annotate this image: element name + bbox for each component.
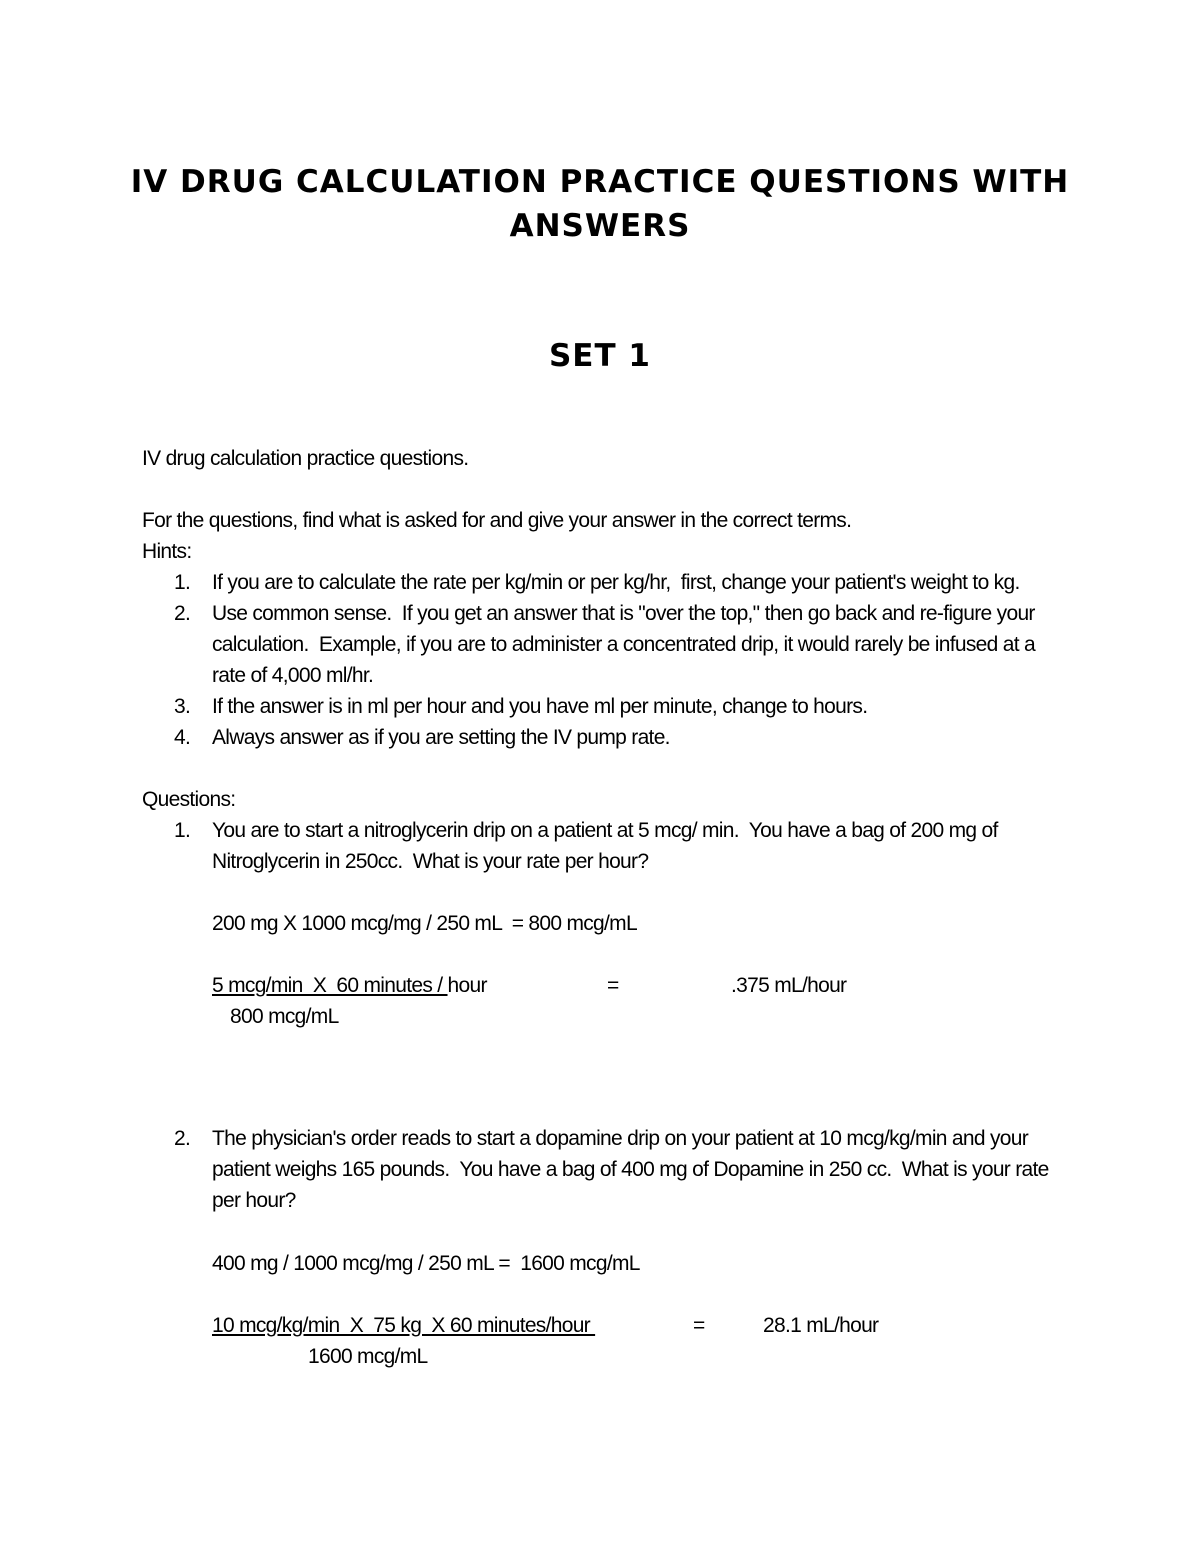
hint-text: rate of 4,000 ml/hr. — [212, 664, 374, 687]
question-text: The physician's order reads to start a dopamine drip on your patient at 10 mcg/kg/min and your — [212, 1127, 1029, 1150]
title-line-2: ANSWERS — [509, 208, 691, 244]
numerator-underlined: 10 mcg/kg/min X 75 kg X 60 minutes/hour — [212, 1314, 596, 1337]
hint-number: 3. — [174, 695, 191, 718]
set-title: SET 1 — [548, 338, 651, 374]
calculation-answer: 28.1 mL/hour — [763, 1314, 879, 1337]
title-line-1: IV DRUG CALCULATION PRACTICE QUESTIONS WITH — [130, 164, 1070, 200]
hint-text: If you are to calculate the rate per kg/min or per kg/hr, first, change your patient's weight to kg. — [212, 571, 1020, 594]
questions-label: Questions: — [142, 788, 236, 811]
hint-number: 4. — [174, 726, 191, 749]
numerator-underlined: 5 mcg/min X 60 minutes / — [212, 974, 448, 997]
calculation-answer: .375 mL/hour — [731, 974, 847, 997]
hint-text: Always answer as if you are setting the IV pump rate. — [212, 726, 670, 749]
calculation-step: 400 mg / 1000 mcg/mg / 250 mL = 1600 mcg/mL — [212, 1252, 640, 1275]
intro-text: IV drug calculation practice questions. — [142, 447, 469, 470]
hint-text: If the answer is in ml per hour and you have ml per minute, change to hours. — [212, 695, 868, 718]
document-title — [100, 160, 1100, 248]
calculation-numerator — [212, 974, 487, 998]
calculation-step: 200 mg X 1000 mcg/mg / 250 mL = 800 mcg/mL — [212, 912, 637, 935]
question-number: 1. — [174, 819, 191, 842]
equals-sign: = — [607, 974, 619, 997]
hint-text: calculation. Example, if you are to administer a concentrated drip, it would rarely be infused at a — [212, 633, 1035, 656]
hint-text: Use common sense. If you get an answer that is "over the top," then go back and re-figure your — [212, 602, 1035, 625]
instructions-text: For the questions, find what is asked for and give your answer in the correct terms. — [142, 509, 852, 532]
question-text: patient weighs 165 pounds. You have a bag of 400 mg of Dopamine in 250 cc. What is your rate — [212, 1158, 1049, 1181]
equals-sign: = — [693, 1314, 705, 1337]
hints-label: Hints: — [142, 540, 192, 563]
calculation-denominator: 800 mcg/mL — [230, 1005, 339, 1028]
numerator-rest: hour — [447, 974, 487, 997]
calculation-numerator — [212, 1314, 595, 1338]
question-text: Nitroglycerin in 250cc. What is your rate per hour? — [212, 850, 649, 873]
hint-number: 1. — [174, 571, 191, 594]
calculation-denominator: 1600 mcg/mL — [308, 1345, 428, 1368]
question-text: per hour? — [212, 1189, 296, 1212]
hint-number: 2. — [174, 602, 191, 625]
question-text: You are to start a nitroglycerin drip on a patient at 5 mcg/ min. You have a bag of 200 mg of — [212, 819, 998, 842]
question-number: 2. — [174, 1127, 191, 1150]
